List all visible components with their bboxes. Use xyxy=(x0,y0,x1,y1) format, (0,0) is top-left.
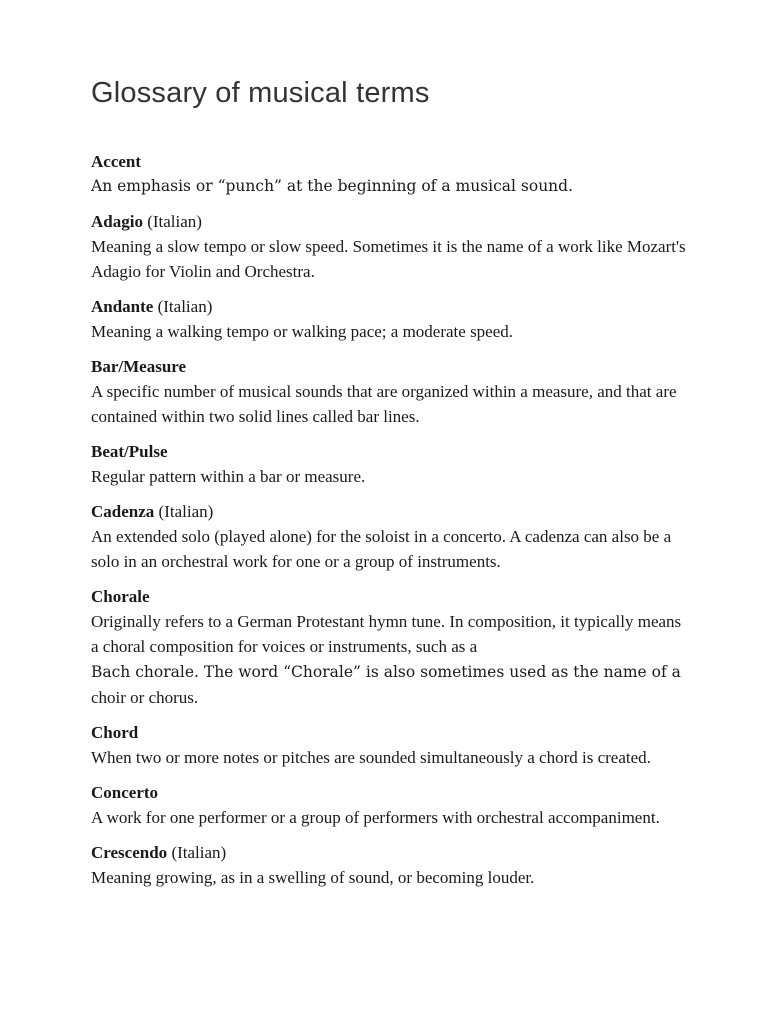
definition-part: choir or chorus. xyxy=(91,688,199,707)
definition: Meaning a slow tempo or slow speed. Sometimes it is the name of a work like Mozart's Adagio for Violin and Orchestra. xyxy=(91,237,686,281)
glossary-entry-andante xyxy=(91,294,691,344)
definition-part: Bach chorale. The word “Chorale” is also sometimes used as the name of a xyxy=(91,663,681,681)
definition: A work for one performer or a group of performers with orchestral accompaniment. xyxy=(91,808,660,827)
term: Cadenza xyxy=(91,502,155,521)
term: Beat/Pulse xyxy=(91,442,168,461)
glossary-entry-chorale xyxy=(91,584,691,710)
term-origin: (Italian) xyxy=(171,843,227,862)
glossary-entry-accent xyxy=(91,149,691,199)
term-origin: (Italian) xyxy=(147,212,202,231)
term: Accent xyxy=(91,152,142,171)
term-line xyxy=(91,840,691,865)
term-origin: (Italian) xyxy=(157,297,213,316)
term-line xyxy=(91,499,691,524)
glossary-entry-cadenza xyxy=(91,499,691,574)
glossary-entry-beat-pulse xyxy=(91,439,691,489)
term: Bar/Measure xyxy=(91,357,187,376)
page-title: Glossary of musical terms xyxy=(91,77,430,109)
term-line xyxy=(91,720,691,745)
glossary-entry-chord xyxy=(91,720,691,770)
term: Chorale xyxy=(91,587,150,606)
definition: A specific number of musical sounds that are organized within a measure, and that are contained within two solid lines called bar lines. xyxy=(91,382,677,426)
term-line xyxy=(91,149,691,174)
term-line xyxy=(91,294,691,319)
term-line xyxy=(91,584,691,609)
term-origin: (Italian) xyxy=(158,502,214,521)
definition: When two or more notes or pitches are sounded simultaneously a chord is created. xyxy=(91,748,651,767)
glossary-entry-bar-measure xyxy=(91,354,691,429)
definition: Regular pattern within a bar or measure. xyxy=(91,467,366,486)
term: Chord xyxy=(91,723,139,742)
definition-part: Originally refers to a German Protestant hymn tune. In composition, it typically means a choral composition for voices or instruments, such as a xyxy=(91,612,682,656)
term-line xyxy=(91,209,691,234)
definition: Meaning a walking tempo or walking pace; a moderate speed. xyxy=(91,322,514,341)
glossary-entry-crescendo xyxy=(91,840,691,890)
definition: An extended solo (played alone) for the soloist in a concerto. A cadenza can also be a solo in an orchestral work for one or a group of instruments. xyxy=(91,527,672,571)
definition: Meaning growing, as in a swelling of sound, or becoming louder. xyxy=(91,868,535,887)
term: Adagio xyxy=(91,212,143,231)
term: Crescendo xyxy=(91,843,168,862)
term: Andante xyxy=(91,297,154,316)
definition xyxy=(91,609,691,710)
term-line xyxy=(91,780,691,805)
glossary-entry-concerto xyxy=(91,780,691,830)
definition: An emphasis or “punch” at the beginning of a musical sound. xyxy=(91,177,574,195)
term: Concerto xyxy=(91,783,159,802)
document-page xyxy=(91,74,691,900)
term-line xyxy=(91,354,691,379)
term-line xyxy=(91,439,691,464)
glossary-entry-adagio xyxy=(91,209,691,284)
